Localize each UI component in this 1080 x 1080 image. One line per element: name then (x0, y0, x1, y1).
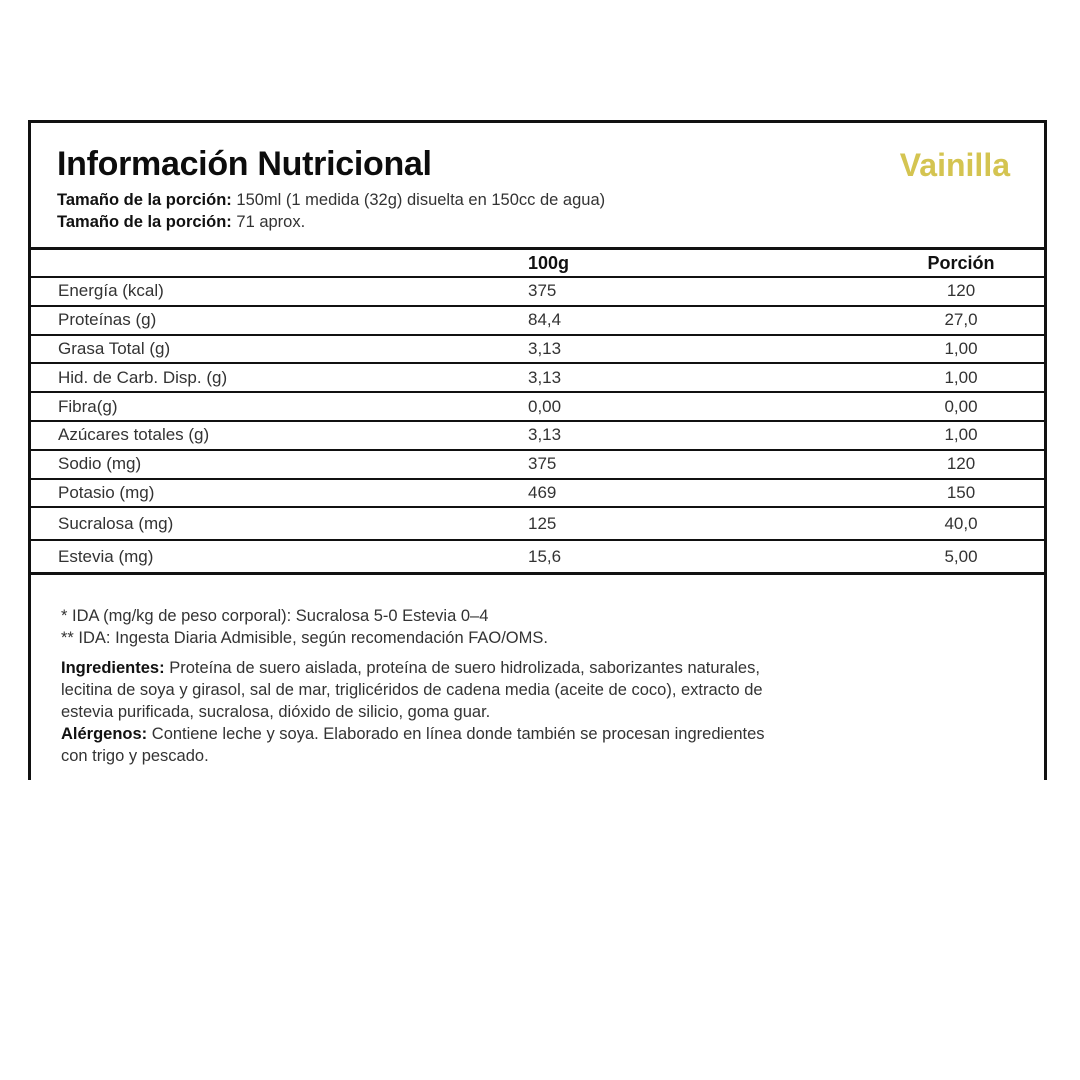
value-portion-cell (828, 363, 1044, 392)
nutrient-name: Hid. de Carb. Disp. (g) (31, 363, 528, 392)
flavor-label: Vainilla (899, 147, 1010, 183)
value-portion-cell (828, 421, 1044, 450)
table-row (31, 392, 1044, 421)
value-portion-cell (828, 306, 1044, 335)
serving-size-value: 150ml (1 medida (32g) disuelta en 150cc de agua) (236, 191, 606, 209)
serving-size-label: Tamaño de la porción: (57, 191, 232, 209)
value-portion-cell (828, 392, 1044, 421)
nutrient-name: Potasio (mg) (31, 479, 528, 508)
value-portion: 1,00 (944, 338, 978, 358)
value-portion: 0,00 (944, 396, 978, 416)
column-header-100g: 100g (528, 249, 828, 278)
ingredients-label: Ingredientes: (61, 659, 165, 677)
value-portion: 1,00 (944, 425, 978, 445)
value-portion: 5,00 (944, 546, 978, 566)
ingredients-paragraph (61, 657, 781, 723)
table-row (31, 363, 1044, 392)
value-100g: 3,13 (528, 363, 828, 392)
nutrition-panel (28, 120, 1047, 780)
column-header-nutrient (31, 249, 528, 278)
value-portion: 120 (946, 281, 976, 301)
allergens-paragraph (61, 723, 781, 767)
allergens-label: Alérgenos: (61, 725, 148, 743)
nutrient-name: Energía (kcal) (31, 277, 528, 306)
allergens-text: Contiene leche y soya. Elaborado en línea donde también se procesan ingredientes con trigo y pescado. (61, 725, 765, 765)
value-portion: 120 (946, 454, 976, 474)
nutrient-name: Estevia (mg) (58, 546, 154, 566)
value-100g: 469 (528, 479, 828, 508)
nutrition-table (31, 247, 1044, 575)
nutrient-name: Azúcares totales (g) (31, 421, 528, 450)
panel-header (31, 123, 1044, 247)
table-header-row (31, 249, 1044, 278)
value-portion: 1,00 (944, 367, 978, 387)
nutrient-name: Proteínas (g) (31, 306, 528, 335)
value-100g: 3,13 (528, 335, 828, 364)
table-row (31, 507, 1044, 540)
nutrient-name: Fibra(g) (31, 392, 528, 421)
value-100g: 0,00 (528, 392, 828, 421)
nutrient-name: Grasa Total (g) (31, 335, 528, 364)
table-row (31, 479, 1044, 508)
table-row (31, 421, 1044, 450)
column-header-portion: Porción (927, 252, 995, 273)
value-portion-cell (828, 277, 1044, 306)
value-portion: 40,0 (944, 513, 978, 533)
nutrient-name: Sodio (mg) (31, 450, 528, 479)
value-100g: 3,13 (528, 421, 828, 450)
value-portion: 150 (946, 482, 976, 502)
table-row (31, 277, 1044, 306)
table-row (31, 335, 1044, 364)
servings-count-label: Tamaño de la porción: (57, 213, 232, 231)
value-portion-cell (828, 540, 1044, 574)
notes-spacer (61, 649, 781, 657)
page-title: Información Nutricional (57, 145, 432, 183)
value-100g: 125 (528, 507, 828, 540)
ingredients-text: Proteína de suero aislada, proteína de suero hidrolizada, saborizantes naturales, lecitina de soya y girasol, sal de mar, triglicéridos de cadena media (aceite de coco), extracto de estevia purificada, sucralosa, dióxido de silicio, goma guar. (61, 659, 763, 721)
value-portion-cell (828, 479, 1044, 508)
servings-count-value: 71 aprox. (236, 213, 306, 231)
table-row (31, 450, 1044, 479)
ida-definition-note: ** IDA: Ingesta Diaria Admisible, según recomendación FAO/OMS. (61, 629, 548, 647)
value-portion-cell (828, 507, 1044, 540)
value-portion: 27,0 (944, 310, 978, 330)
notes-section (61, 605, 781, 767)
value-100g: 15,6 (528, 546, 562, 566)
nutrient-name: Sucralosa (mg) (31, 507, 528, 540)
value-100g: 375 (528, 277, 828, 306)
ida-note: * IDA (mg/kg de peso corporal): Sucralosa 5-0 Estevia 0–4 (61, 607, 489, 625)
servings-count (57, 213, 305, 232)
value-portion-cell (828, 335, 1044, 364)
value-100g: 84,4 (528, 306, 828, 335)
serving-size (57, 191, 605, 210)
column-header-portion-cell (828, 249, 1044, 278)
table-row (31, 540, 1044, 574)
value-100g: 375 (528, 450, 828, 479)
table-row (31, 306, 1044, 335)
value-portion-cell (828, 450, 1044, 479)
